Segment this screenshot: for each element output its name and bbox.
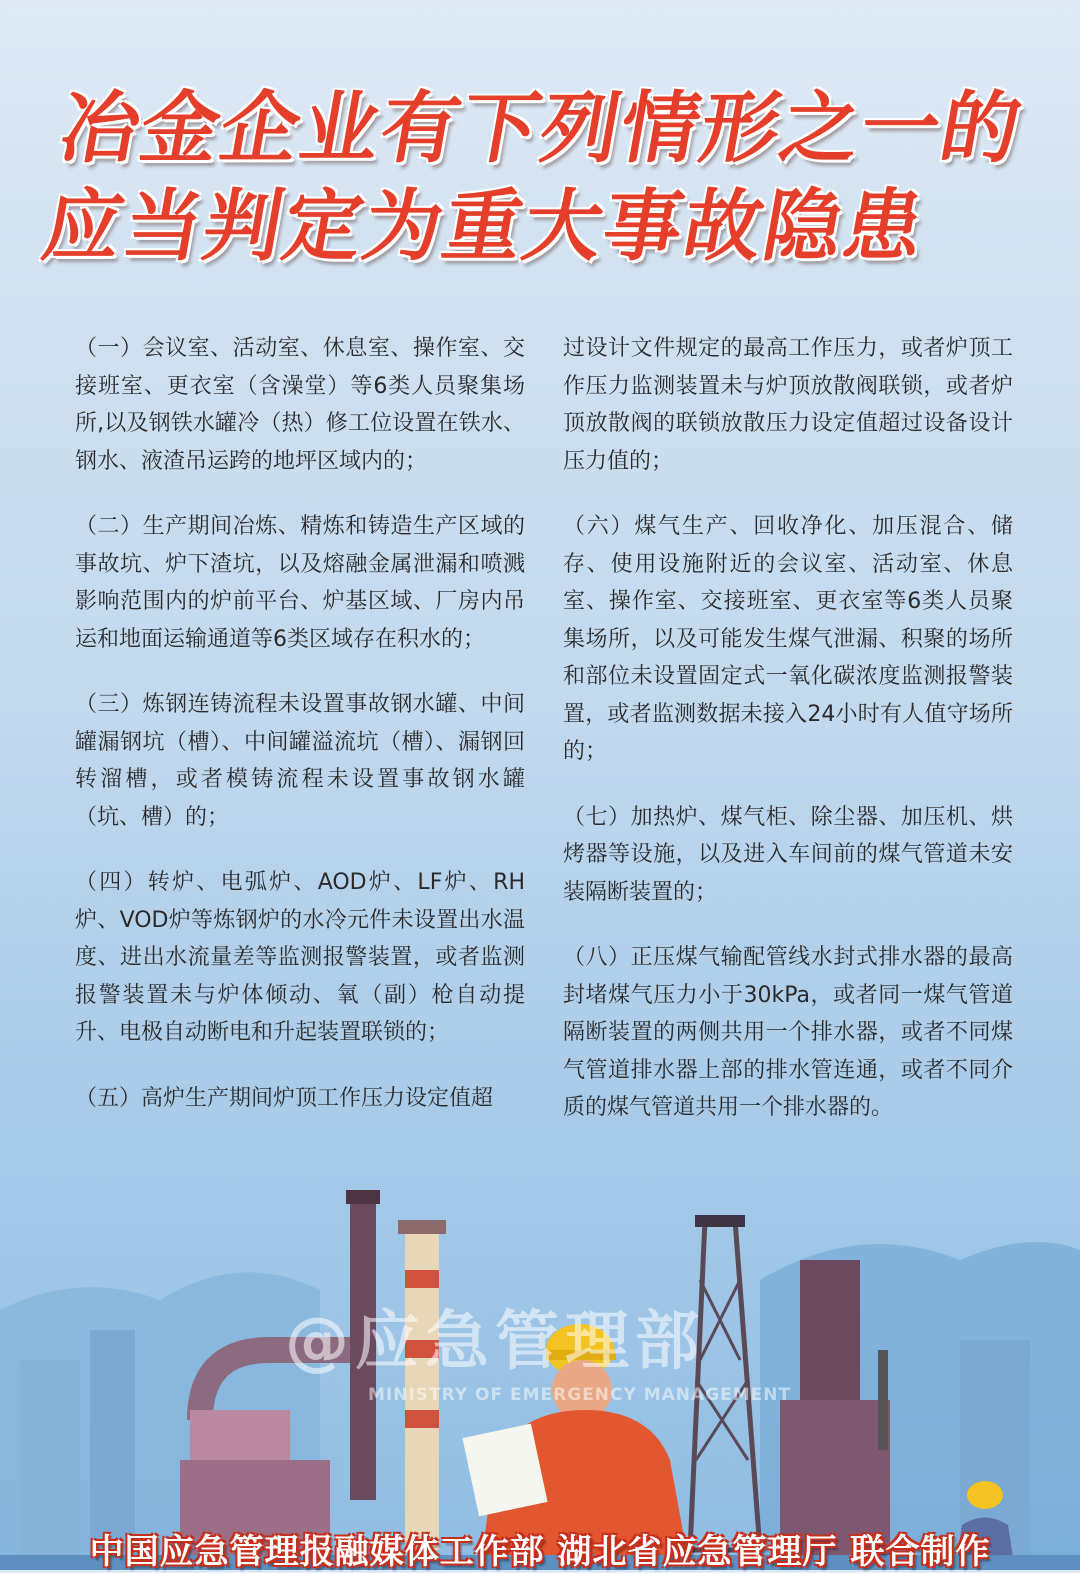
paragraph-5-start: （五）高炉生产期间炉顶工作压力设定值超 bbox=[75, 1085, 494, 1111]
footer-credit: 中国应急管理报融媒体工作部 湖北省应急管理厅 联合制作 bbox=[89, 1532, 991, 1572]
watermark-subtext: MINISTRY OF EMERGENCY MANAGEMENT bbox=[368, 1385, 792, 1405]
paragraph-3: （三）炼钢连铸流程未设置事故钢水罐、中间罐漏钢坑（槽）、中间罐溢流坑（槽）、漏钢回转溜槽，或者模铸流程未设置事故钢水罐（坑、槽）的； bbox=[75, 692, 525, 830]
right-column bbox=[563, 330, 1013, 1155]
poster-title bbox=[35, 80, 1030, 276]
paragraph-4: （四）转炉、电弧炉、AOD炉、LF炉、RH炉、VOD炉等炼钢炉的水冷元件未设置出水温度、进出水流量差等监测报警装置，或者监测报警装置未与炉体倾动、氧（副）枪自动提升、电极自动断电和升起装置联锁的； bbox=[75, 870, 525, 1045]
paragraph-2: （二）生产期间冶炼、精炼和铸造生产区域的事故坑、炉下渣坑，以及熔融金属泄漏和喷溅影响范围内的炉前平台、炉基区域、厂房内吊运和地面运输通道等6类区域存在积水的； bbox=[75, 514, 525, 652]
left-column bbox=[75, 330, 525, 1145]
paragraph-1: （一）会议室、活动室、休息室、操作室、交接班室、更衣室（含澡堂）等6类人员聚集场所,以及钢铁水罐冷（热）修工位设置在铁水、钢水、液渣吊运跨的地坪区域内的； bbox=[75, 336, 525, 474]
title-line-2: 应当判定为重大事故隐患 bbox=[36, 182, 933, 272]
title-line-1: 冶金企业有下列情形之一的 bbox=[53, 84, 1030, 174]
watermark-logo: @应急管理部 bbox=[285, 1305, 705, 1379]
paragraph-8: （八）正压煤气输配管线水封式排水器的最高封堵煤气压力小于30kPa，或者同一煤气管道隔断装置的两侧共用一个排水器，或者不同煤气管道排水器上部的排水管连通，或者不同介质的煤气管道共用一个排水器的。 bbox=[563, 945, 1013, 1120]
paragraph-7: （七）加热炉、煤气柜、除尘器、加压机、烘烤器等设施，以及进入车间前的煤气管道未安装隔断装置的； bbox=[563, 804, 1013, 905]
paragraph-5-continued: 过设计文件规定的最高工作压力，或者炉顶工作压力监测装置未与炉顶放散阀联锁，或者炉顶放散阀的联锁放散压力设定值超过设备设计压力值的； bbox=[563, 336, 1013, 474]
paragraph-6: （六）煤气生产、回收净化、加压混合、储存、使用设施附近的会议室、活动室、休息室、操作室、交接班室、更衣室等6类人员聚集场所，以及可能发生煤气泄漏、积聚的场所和部位未设置固定式一氧化碳浓度监测报警装置，或者监测数据未接入24小时有人值守场所的； bbox=[563, 514, 1013, 764]
